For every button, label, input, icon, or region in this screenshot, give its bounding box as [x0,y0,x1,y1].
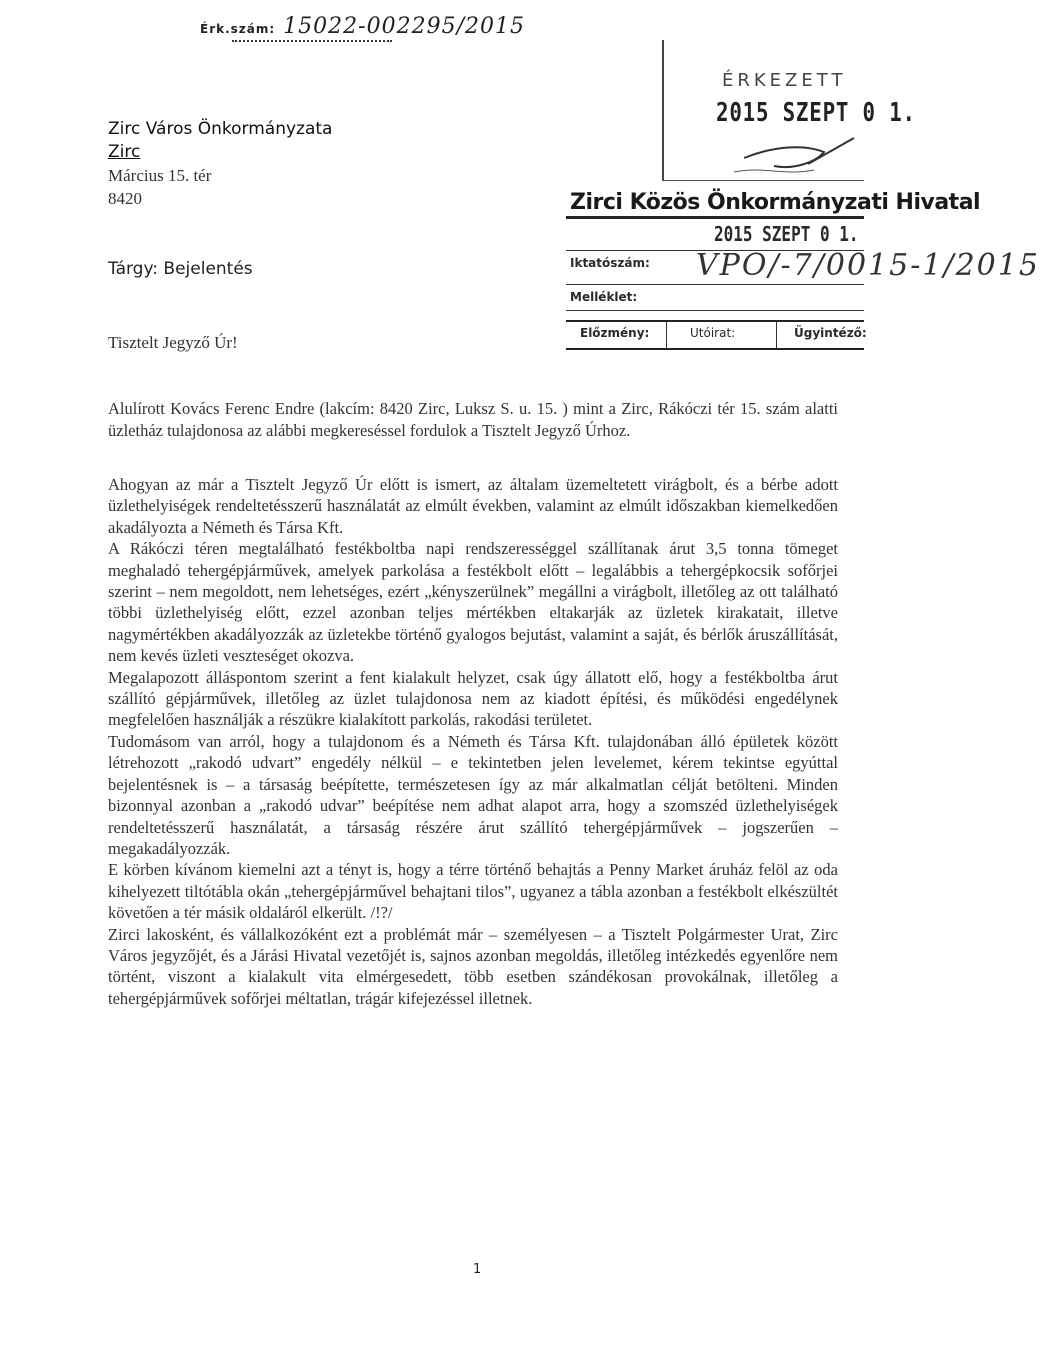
letter-salutation: Tisztelt Jegyző Úr! [108,333,238,352]
registration-note-value: 15022-002295/2015 [283,14,525,39]
registry-office-rule [566,216,864,219]
received-stamp-header: ÉRKEZETT [722,70,847,91]
registry-office-name: Zirci Közös Önkormányzati Hivatal [570,190,981,215]
received-stamp [662,40,916,181]
registration-note-underline [232,40,392,42]
letter-subject: Tárgy: Bejelentés [108,259,253,279]
registry-stamp [566,190,1040,350]
body-paragraph: Zirci lakosként, és vállalkozóként ezt a problémát már – személyesen – a Tisztelt Polgármester Urat, Zirc Város jegyzőjét, és a Járási Hivatal vezetőjét is, sajnos azonban megoldás, illetőleg intézkedés egyenlőre nem történt, viszont a kialakult vita elmérgesedett, több esetben szándékosan provokálnak, illetőleg a tehergépjárművek sofőrjei méltatlan, trágár kifejezéssel illetnek. [108,924,838,1008]
registry-divider [776,322,777,348]
registry-reference-label: Iktatószám: [570,256,650,270]
recipient-city: Zirc [108,142,141,162]
registry-next-label: Utóirat: [690,326,736,340]
registry-received-date: 2015 SZEPT 0 1. [714,222,859,246]
registry-reference-handwritten: VPO/-7/0015-1/2015 [696,248,1040,283]
registration-note [200,14,525,39]
recipient-address [108,118,332,210]
recipient-street: Március 15. tér [108,166,212,185]
registry-date-row [566,222,864,251]
registry-reference-row [566,248,1040,285]
letter-body [108,474,838,1009]
recipient-zip: 8420 [108,189,142,208]
letter-intro: Alulírott Kovács Ferenc Endre (lakcím: 8420 Zirc, Luksz S. u. 15. ) mint a Zirc, Rákóczi tér 15. szám alatti üzletház tulajdonosa az alábbi megkereséssel fordulok a Tisztelt Jegyző Úrhoz. [108,399,838,440]
body-paragraph: A Rákóczi téren megtalálható festékboltba napi rendszerességgel szállítanak árut 3,5 tonna tömeget meghaladó tehergépjárművek, amelyek parkolása a festékbolt előtt – legalábbis a tehergépkocsik sofőrjei szerint – nem megoldott, nem lehetséges, ezért „kényszerülnek” megállni a virágbolt, illetőleg az ott található többi üzlethelyiség előtt, ezzel azonban teljes mértékben eltakarják az üzletek kirakatait, illetve nagymértékben akadályozzák az üzletekbe történő gyalogos bejutást, valamint a saját, és bérlők áruszállítását, nem kevés üzleti veszteséget okozva. [108,539,838,666]
recipient-name: Zirc Város Önkormányzata [108,119,333,139]
body-paragraph: Megalapozott álláspontom szerint a fent kialakult helyzet, csak úgy állatott elő, hogy a festékboltba árut szállító gépjárművek, illetőleg az üzlet tulajdonosa nem az kiadott építési, és működési engedélynek megfelelően használják a részükre kialakított parkolás, rakodási területet. [108,667,838,730]
registry-bottom-row [566,320,867,350]
body-paragraph: Ahogyan az már a Tisztelt Jegyző Úr előtt is ismert, az általam üzemeltetett virágbolt, és a bérbe adott üzlethelyiségek rendeltetésszerű használatát az elmúlt években, valamint az elmúlt időszakban kiemelkedően akadályozta a Németh és Társa Kft. [108,475,838,537]
registry-admin-label: Ügyintéző: [794,326,867,340]
registration-note-label: Érk.szám: [200,22,276,36]
registry-prev-label: Előzmény: [580,326,650,340]
registry-attachments-label: Melléklet: [570,290,638,304]
body-paragraph: E körben kívánom kiemelni azt a tényt is, hogy a térre történő behajtás a Penny Market áruház felöl az oda kihelyezett tiltótábla okán „tehergépjárművel behajtani tilos”, ugyanez a tábla azonban a festékbolt elkészültét követően a tér másik oldaláról elkerült. /!?/ [108,860,838,923]
page-number: 1 [473,1262,482,1277]
signature-icon [704,136,864,186]
received-stamp-date: 2015 SZEPT 0 1. [716,98,916,128]
body-paragraph: Tudomásom van arról, hogy a tulajdonom és a Németh és Társa Kft. tulajdonában álló épületek között létrehozott „rakodó udvart” engedély nélkül – e tekintetben jelen levelemet, kérem tekintse egyúttal bejelentésnek is – a társaság beépítette, természetesen így az már alkalmatlan célját betölteni. Minden bizonnyal azonban a „rakodó udvar” beépítése nem adhat alapot arra, hogy a szomszéd üzlethelyiségek rendeltetésszerű használatát, a társaság részére árut szállító tehergépjárművek – jogszerűen – megakadályozzák. [108,731,838,858]
registry-divider [666,322,667,348]
registry-attachments-row [566,284,864,311]
